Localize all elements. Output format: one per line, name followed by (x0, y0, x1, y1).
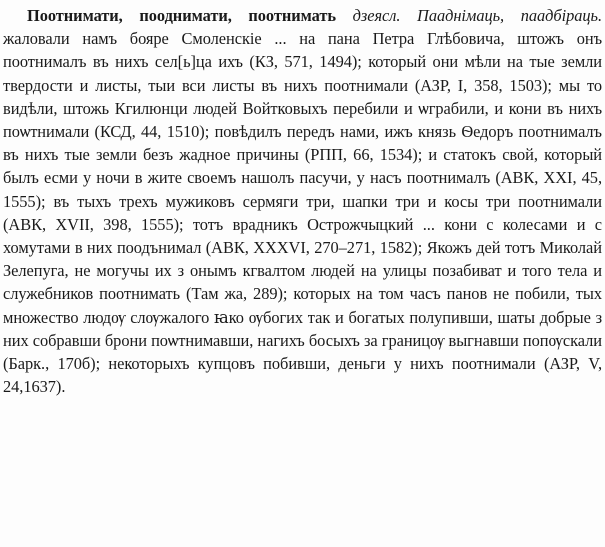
dictionary-entry (3, 4, 602, 398)
entry-grammar-label: дзеясл. (352, 6, 401, 25)
entry-headword: Поотнимати, пооднимати, поотнимать (27, 6, 336, 25)
entry-citations: жаловали намъ бояре Смоленскіе ... на пана Петра Глѣбовича, штожъ онъ поотнималъ въ нихъ сел[ь]ца ихъ (КЗ, 571, 1494); который они мѣли на тые земли твердости и листы, тыи вси листы въ нихъ поотнимали (АЗР, I, 358, 1503); мы то видѣли, штожь Кгилюнци людей Войтковыхъ перебили и ѡграбили, и кони въ нихъ поѡтнимали (КСД, 44, 1510); повѣдилъ передъ нами, ижъ князь Ѳедоръ поотнималъ въ нихъ тые земли безъ жадное причины (РПП, 66, 1534); и статокъ свой, который былъ есми у ночи в жите своемъ нашолъ пасучи, у насъ поотнималъ (АВК, XXI, 45, 1555); въ тыхъ трехъ мужиковъ сермяги три, шапки три и косы три поотнимали (АВК, XVII, 398, 1555); тотъ врадникъ Острожчыцкий ... кони с колесами и с хомутами в них поодънимал (АВК, XXXVI, 270–271, 1582); Якожъ дей тотъ Миколай Зелепуга, не могучы их з онымъ кгвалтом людей на улицы позабиват и того тела и служебников поотнимать (Там жа, 289); которых на том часъ панов не побили, тых множество людѹ слѹжалого ꙗко ѹбогих так и богатых полупивши, шаты добрые з них собравши брони поѡтнимавши, нагихъ босыхъ за границѹ выгнавши попѹскали (Барк., 170б); некоторыхъ купцовъ побивши, деньги у нихъ поотнимали (АЗР, V, 24,1637). (3, 29, 602, 397)
entry-translation: Пааднімаць, паадбіраць. (417, 6, 602, 25)
